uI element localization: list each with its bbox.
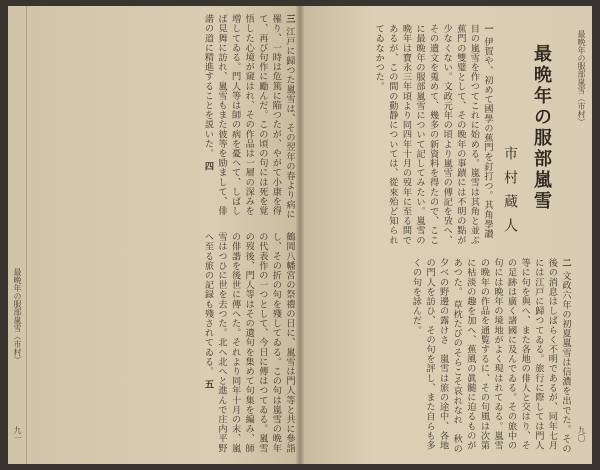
section-number-4: 四 [202,161,214,171]
section-number-3: 三 [284,14,295,24]
body-text-lower-left [34,232,296,456]
margin-rule [26,6,27,464]
left-page [8,6,300,464]
body-text-upper-right [306,24,494,246]
paragraph-left-upper: 江戸に歸つた嵐雪は、その翌年の春より病に罹り、一時は危篤に陥つたが、やがて小康を得て、再び句作に勵んだ。この頃の句には死を覚悟した心境が窺はれ、その作品は一層の深みを増してゐる。門人等は師の病を憂へて、しばしば見舞に訪れ、嵐雪もまた彼等を励まして、俳諧の道に精進することを説いた。 [202,14,295,219]
section-number-5: 五 [202,379,214,389]
section-number-1: 一 [482,24,493,34]
paragraph-right-verse: 草枕たびのそらこそ哀れなれ 秋の夕べの野邊の露けさ 嵐雪は旅の途中、各地の門人を訪ひ、その句を評し、また自らも多くの句を詠んだ。 [410,258,463,454]
article-author: 市村蔵人 [502,146,518,242]
paragraph-right-upper: 伊賀や、初めて國學の蕉門を釘打つ。其角學讃目の嵐雪を作つてこれに始める。嵐雪は其角と並ぶ蕉門の雙璧として、その晩年の事蹟には不明の點が少なくない。文政元年の頃より嵐雪の傳記を攷へ、その遺文を蒐めて、幾多の新資料を得たので、ここに最晩年の服部嵐雪について記してみたい。嵐雪の晩年は寶永三年頃より同四年十月の歿年に至る間であるが、この間の動静については、從來殆ど知られてゐなかつた。 [373,24,493,245]
right-page [300,6,592,464]
body-text-lower-right [306,258,572,454]
paragraph-left-lower: 鶴岡八幡宮の祭禮の日に、嵐雪は門人等と共に參詣し、その折の句を殘してゐる。この句は嵐雪の晩年の代表作の一つとして、今日に傳はつてゐる。嵐雪の歿後、門人等はその遺句を集めて句集を編み、師の俳諧を後世に傳へた。それより同年十月の末、嵐雪はつひに世を去つた。北へ北へと進んで庄内平野へ至る旅の記録も殘されてゐる。 [202,232,295,453]
article-title: 最晩年の服部嵐雪 [531,44,552,212]
section-number-2: 二 [560,258,571,268]
page-number-left: 九一 [13,426,22,442]
book-gutter [296,6,304,464]
running-head-left: 最晩年の服部嵐雪（市村） [13,268,22,364]
paragraph-right-lower: 文政六年の初夏嵐雪は信濃を出でた。その後の消息はしばらく不明であるが、同年七月には江戸に歸つてゐる。旅行に際しては門人等に句を與へ、また各地の俳人と交はり、その足跡は廣く諸國に及んでゐる。その旅中の句には晩年の境地がよく現はれてゐる。嵐雪の晩年の作品を通覧するに、その句風は次第に枯淡の趣を加へ、蕉風の眞髄に迫るものがあつた。 [451,258,571,454]
body-text-upper-left [34,14,296,220]
running-head-right: 最晩年の服部嵐雪（市村） [577,30,586,126]
page-number-right: 九〇 [577,426,586,442]
